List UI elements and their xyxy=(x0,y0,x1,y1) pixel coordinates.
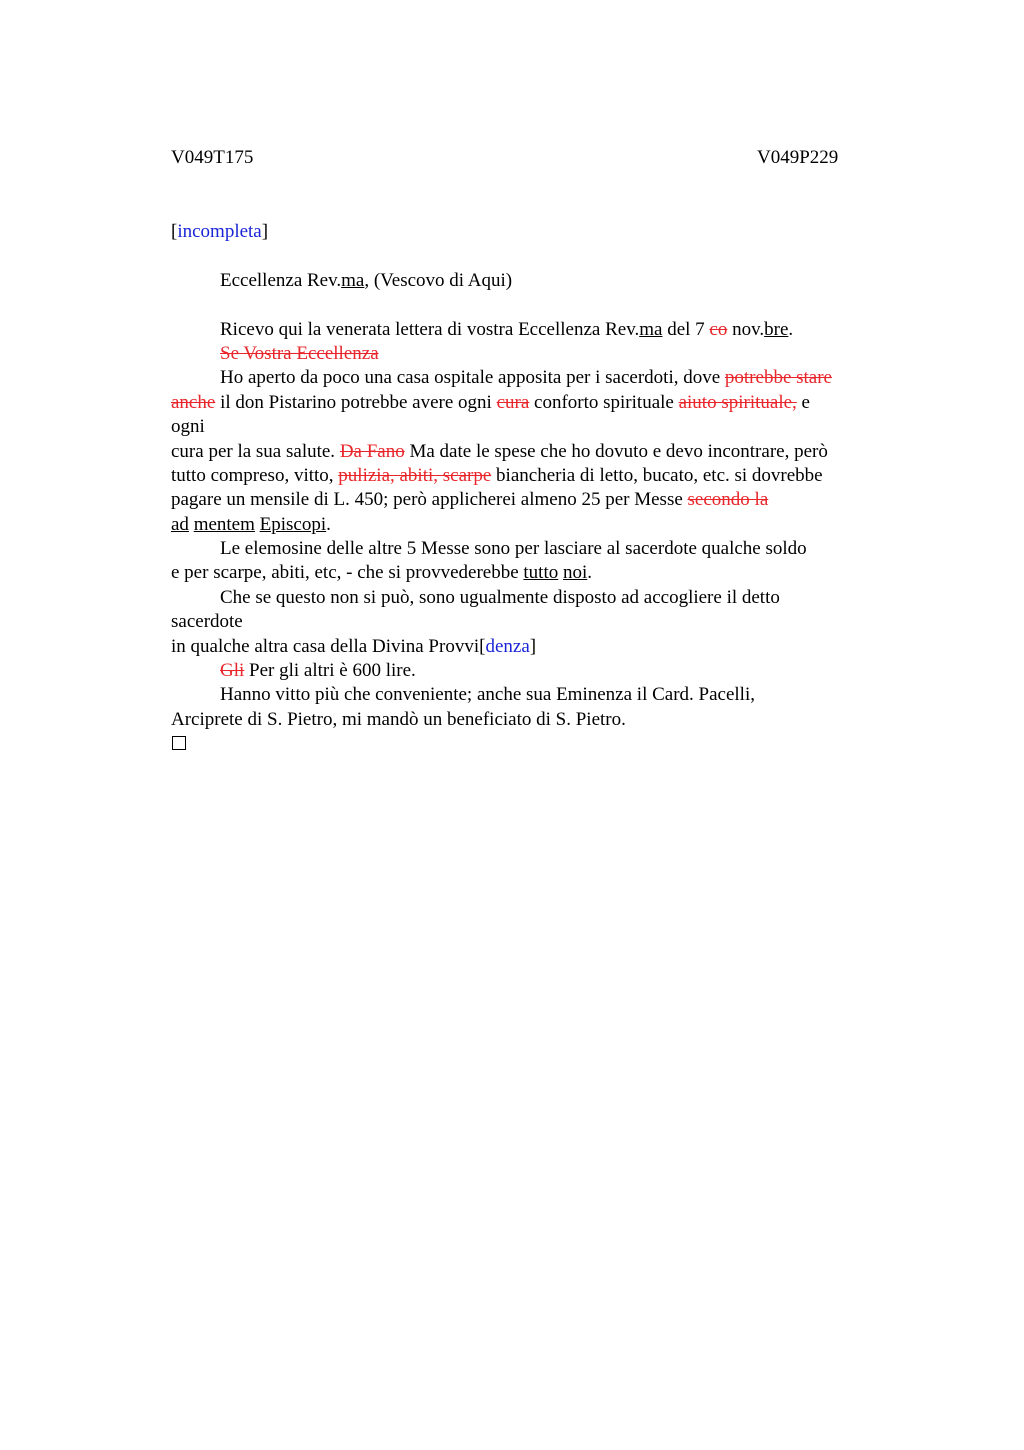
paragraph-2-line-3: ogni xyxy=(171,416,205,438)
underlined-abbrev: ma xyxy=(639,318,663,340)
salutation xyxy=(171,269,891,293)
status-note xyxy=(171,220,891,244)
deleted-text: pulizia, abiti, scarpe xyxy=(338,464,492,486)
spacer xyxy=(171,244,891,268)
deleted-text: Se Vostra Eccellenza xyxy=(220,342,379,364)
text-segment: del 7 xyxy=(662,318,710,340)
bracket-close: ] xyxy=(529,635,537,657)
deleted-text: secondo la xyxy=(687,489,769,511)
underlined-word: noi xyxy=(562,562,588,584)
editorial-completion: denza xyxy=(485,635,530,657)
deleted-text: anche xyxy=(171,391,216,413)
paragraph-6-line-1: Hanno vitto più che conveniente; anche sua Eminenza il Card. Pacelli, xyxy=(220,684,755,706)
text-segment: e per scarpe, abiti, etc, - che si provvederebbe xyxy=(171,562,524,584)
underlined-abbrev: bre xyxy=(764,318,789,340)
salutation-recipient: , (Vescovo di Aqui) xyxy=(364,269,513,291)
deleted-text: co xyxy=(709,318,728,340)
spacer xyxy=(171,293,891,317)
underlined-latin: mentem xyxy=(193,513,255,535)
editorial-note: incompleta xyxy=(177,221,262,242)
text-segment: biancheria di letto, bucato, etc. si dovrebbe xyxy=(491,464,823,486)
paragraph-2-line-1 xyxy=(171,366,891,390)
document-code-right: V049P229 xyxy=(757,147,839,168)
text-segment: Per gli altri è 600 lire. xyxy=(244,660,416,682)
bracket-open: [ xyxy=(479,635,486,657)
text-segment: . xyxy=(587,562,593,584)
paragraph-3-line-2 xyxy=(171,561,891,585)
text-segment: conforto spirituale xyxy=(529,391,679,413)
text-segment: il don Pistarino potrebbe avere ogni xyxy=(215,391,497,413)
underlined-latin: Episcopi xyxy=(259,513,327,535)
paragraph-1-line-2 xyxy=(171,342,891,366)
text-segment: tutto compreso, vitto, xyxy=(171,464,339,486)
document-code-left: V049T175 xyxy=(171,147,254,168)
text-segment: Ho aperto da poco una casa ospitale apposita per i sacerdoti, dove xyxy=(220,367,725,389)
deleted-text: potrebbe stare xyxy=(724,367,832,389)
bracket-open: [ xyxy=(171,221,178,242)
paragraph-2-line-5 xyxy=(171,464,891,488)
square-outline-icon xyxy=(172,736,186,750)
salutation-abbrev: ma xyxy=(341,269,365,291)
text-segment: nov. xyxy=(727,318,765,340)
paragraph-1-line-1 xyxy=(171,318,891,342)
deleted-text: Gli xyxy=(220,660,245,682)
paragraph-3-line-1: Le elemosine delle altre 5 Messe sono per lasciare al sacerdote qualche soldo xyxy=(220,538,807,560)
paragraph-4-line-3 xyxy=(171,635,891,659)
paragraph-2-line-2 xyxy=(171,391,891,415)
underlined-word: tutto xyxy=(523,562,559,584)
paragraph-4-line-2: sacerdote xyxy=(171,611,243,633)
paragraph-5 xyxy=(171,659,891,683)
text-segment: e xyxy=(796,391,810,413)
deleted-text: aiuto spirituale, xyxy=(678,391,797,413)
deleted-text: cura xyxy=(496,391,530,413)
text-segment: Ma date le spese che ho dovuto e devo incontrare, però xyxy=(404,440,828,462)
text-segment: pagare un mensile di L. 450; però applicherei almeno 25 per Messe xyxy=(171,489,688,511)
underlined-latin: ad xyxy=(171,513,189,535)
text-segment: in qualche altra casa della Divina Provvi xyxy=(171,635,480,657)
text-segment: . xyxy=(788,318,794,340)
paragraph-2-line-7 xyxy=(171,513,891,537)
deleted-text: Da Fano xyxy=(339,440,405,462)
paragraph-4-line-1: Che se questo non si può, sono ugualmente disposto ad accogliere il detto xyxy=(220,586,780,608)
bracket-close: ] xyxy=(261,221,269,242)
end-marker xyxy=(171,732,891,756)
paragraph-2-line-4 xyxy=(171,440,891,464)
salutation-text: Eccellenza Rev. xyxy=(220,269,342,291)
paragraph-2-line-6 xyxy=(171,488,891,512)
text-segment: cura per la sua salute. xyxy=(171,440,340,462)
paragraph-6-line-2: Arciprete di S. Pietro, mi mandò un beneficiato di S. Pietro. xyxy=(171,708,626,730)
letter-body xyxy=(171,220,891,757)
text-segment: Ricevo qui la venerata lettera di vostra Eccellenza Rev. xyxy=(220,318,640,340)
text-segment: . xyxy=(326,513,331,535)
